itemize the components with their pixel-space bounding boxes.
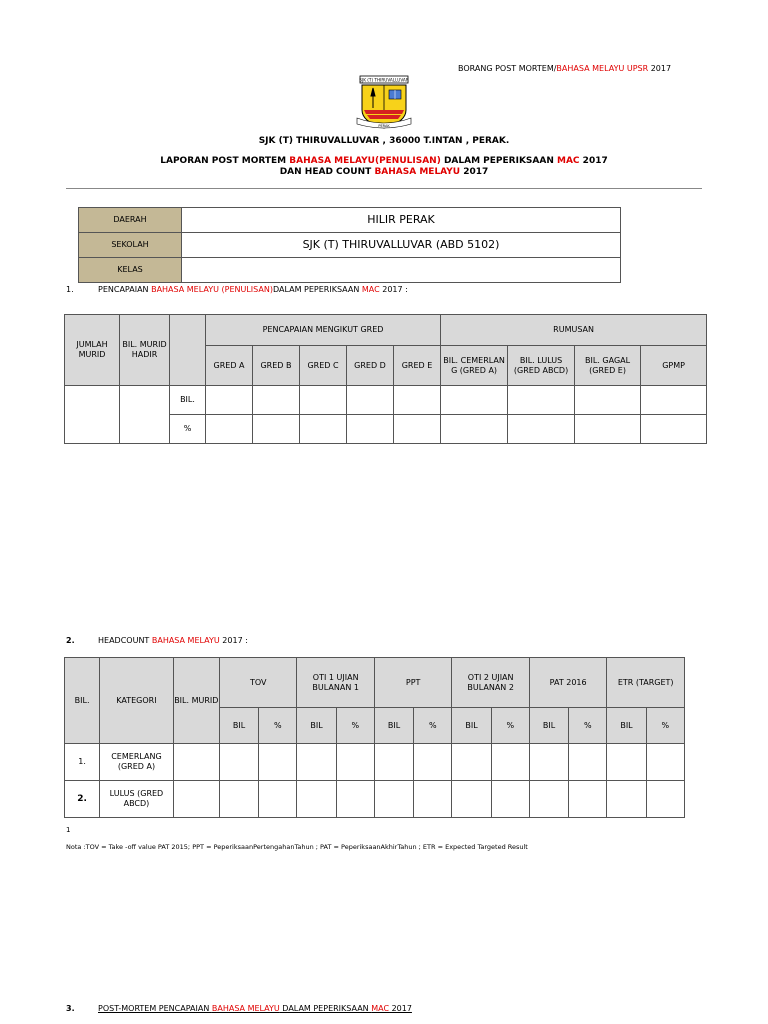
table-cell[interactable]	[641, 415, 707, 444]
header-bil-lulus: BIL. LULUS (GRED ABCD)	[508, 346, 575, 386]
header-bil-murid: BIL. MURID	[173, 658, 219, 744]
table-cell[interactable]	[529, 781, 568, 818]
header-gred: GRED C	[300, 346, 347, 386]
logo-banner-text: SJK (T) THIRUVALLUVAR	[359, 77, 409, 83]
header-gred: GRED D	[347, 346, 394, 386]
info-label: SEKOLAH	[79, 233, 182, 258]
table-cell[interactable]	[394, 415, 441, 444]
info-label: KELAS	[79, 258, 182, 283]
row-label-percent: %	[170, 415, 206, 444]
row-kategori: LULUS (GRED ABCD)	[100, 781, 173, 818]
divider	[66, 188, 702, 189]
header-jumlah-murid: JUMLAH MURID	[65, 315, 120, 386]
header-group: OTI 1 UJIAN BULANAN 1	[297, 658, 374, 708]
section-2-heading: HEADCOUNT BAHASA MELAYU 2017 :	[98, 636, 248, 645]
headcount-table	[64, 657, 685, 818]
table-row	[65, 781, 685, 818]
table-cell[interactable]	[441, 415, 508, 444]
table-cell[interactable]	[575, 415, 641, 444]
table-cell[interactable]	[569, 744, 607, 781]
table-cell[interactable]	[414, 781, 452, 818]
row-number: 2.	[65, 781, 100, 818]
table-cell[interactable]	[575, 386, 641, 415]
table-cell[interactable]	[394, 386, 441, 415]
table-cell[interactable]	[607, 781, 646, 818]
section-1-number: 1.	[66, 285, 74, 294]
info-row	[79, 233, 621, 258]
table-cell[interactable]	[646, 781, 684, 818]
table-row	[65, 386, 707, 415]
sub-bil: BIL	[374, 708, 413, 744]
section-3-heading: POST-MORTEM PENCAPAIAN BAHASA MELAYU DALAM PEPERIKSAAN MAC 2017	[98, 1004, 412, 1013]
table-cell[interactable]	[253, 386, 300, 415]
table-cell[interactable]	[414, 744, 452, 781]
table-cell[interactable]	[336, 781, 374, 818]
table-cell[interactable]	[508, 415, 575, 444]
table-cell[interactable]	[347, 415, 394, 444]
school-name: SJK (T) THIRUVALLUVAR , 36000 T.INTAN , PERAK.	[258, 136, 510, 146]
info-row	[79, 258, 621, 283]
header-bil-murid-hadir: BIL. MURID HADIR	[120, 315, 170, 386]
header-gred: GRED B	[253, 346, 300, 386]
info-value: HILIR PERAK	[182, 208, 621, 233]
table-row	[65, 744, 685, 781]
footnote-nota: Nota :TOV = Take -off value PAT 2015; PPT = PeperiksaanPertengahanTahun ; PAT = PeperiksaanAkhirTahun ; ETR = Expected Targeted Result	[66, 843, 528, 851]
header-group: OTI 2 UJIAN BULANAN 2	[452, 658, 529, 708]
sub-bil: BIL	[452, 708, 491, 744]
table-cell[interactable]	[300, 415, 347, 444]
table-cell[interactable]	[336, 744, 374, 781]
footnote-mark: 1	[66, 826, 71, 834]
header-pencapaian-gred: PENCAPAIAN MENGIKUT GRED	[206, 315, 441, 346]
header-gpmp: GPMP	[641, 346, 707, 386]
table-cell[interactable]	[300, 386, 347, 415]
table-cell[interactable]	[374, 781, 413, 818]
table-cell[interactable]	[173, 744, 219, 781]
table-cell[interactable]	[206, 415, 253, 444]
document-label: BORANG POST MORTEM/BAHASA MELAYU UPSR 2017	[458, 64, 672, 73]
row-kategori: CEMERLANG (GRED A)	[100, 744, 173, 781]
sub-percent: %	[414, 708, 452, 744]
table-cell[interactable]	[253, 415, 300, 444]
header-bil: BIL.	[65, 658, 100, 744]
header-gred: GRED E	[394, 346, 441, 386]
table-cell[interactable]	[641, 386, 707, 415]
sub-bil: BIL	[607, 708, 646, 744]
sub-bil: BIL	[529, 708, 568, 744]
table-cell[interactable]	[508, 386, 575, 415]
table-cell[interactable]	[491, 781, 529, 818]
sub-percent: %	[259, 708, 297, 744]
section-2-number: 2.	[66, 636, 75, 645]
report-title-line-1: LAPORAN POST MORTEM BAHASA MELAYU(PENULISAN) DALAM PEPERIKSAAN MAC 2017	[160, 156, 608, 166]
sub-percent: %	[646, 708, 684, 744]
table-cell[interactable]	[646, 744, 684, 781]
table-cell[interactable]	[219, 781, 258, 818]
info-value	[182, 258, 621, 283]
header-gred: GRED A	[206, 346, 253, 386]
header-group: TOV	[219, 658, 296, 708]
sub-percent: %	[491, 708, 529, 744]
section-3-number: 3.	[66, 1004, 75, 1013]
table-cell[interactable]	[173, 781, 219, 818]
header-bil-gagal: BIL. GAGAL (GRED E)	[575, 346, 641, 386]
info-row	[79, 208, 621, 233]
report-title-line-2: DAN HEAD COUNT BAHASA MELAYU 2017	[279, 167, 489, 177]
table-cell[interactable]	[206, 386, 253, 415]
table-cell[interactable]	[569, 781, 607, 818]
sub-percent: %	[336, 708, 374, 744]
sub-bil: BIL	[297, 708, 336, 744]
section-1-heading: PENCAPAIAN BAHASA MELAYU (PENULISAN)DALAM PEPERIKSAAN MAC 2017 :	[98, 285, 408, 294]
table-cell[interactable]	[441, 386, 508, 415]
info-value: SJK (T) THIRUVALLUVAR (ABD 5102)	[182, 233, 621, 258]
table-cell[interactable]	[529, 744, 568, 781]
header-bil-cemerlang: BIL. CEMERLAN G (GRED A)	[441, 346, 508, 386]
table-cell[interactable]	[219, 744, 258, 781]
table-cell[interactable]	[374, 744, 413, 781]
header-group: PPT	[374, 658, 451, 708]
table-cell[interactable]	[347, 386, 394, 415]
header-group: PAT 2016	[529, 658, 606, 708]
sub-bil: BIL	[219, 708, 258, 744]
school-logo	[354, 74, 414, 132]
cell-jumlah-murid[interactable]	[65, 386, 120, 444]
sub-percent: %	[569, 708, 607, 744]
row-label-bil: BIL.	[170, 386, 206, 415]
header-rumusan: RUMUSAN	[441, 315, 707, 346]
table-cell[interactable]	[297, 781, 336, 818]
logo-ribbon-text: PERAK	[378, 124, 390, 128]
table-cell[interactable]	[491, 744, 529, 781]
table-cell[interactable]	[259, 781, 297, 818]
achievement-table	[64, 314, 707, 444]
table-cell[interactable]	[297, 744, 336, 781]
header-blank	[170, 315, 206, 386]
table-cell[interactable]	[452, 744, 491, 781]
table-cell[interactable]	[607, 744, 646, 781]
table-cell[interactable]	[259, 744, 297, 781]
info-label: DAERAH	[79, 208, 182, 233]
cell-bil-hadir[interactable]	[120, 386, 170, 444]
info-table	[78, 207, 621, 283]
header-kategori: KATEGORI	[100, 658, 173, 744]
row-number: 1.	[65, 744, 100, 781]
table-cell[interactable]	[452, 781, 491, 818]
header-group: ETR (TARGET)	[607, 658, 685, 708]
